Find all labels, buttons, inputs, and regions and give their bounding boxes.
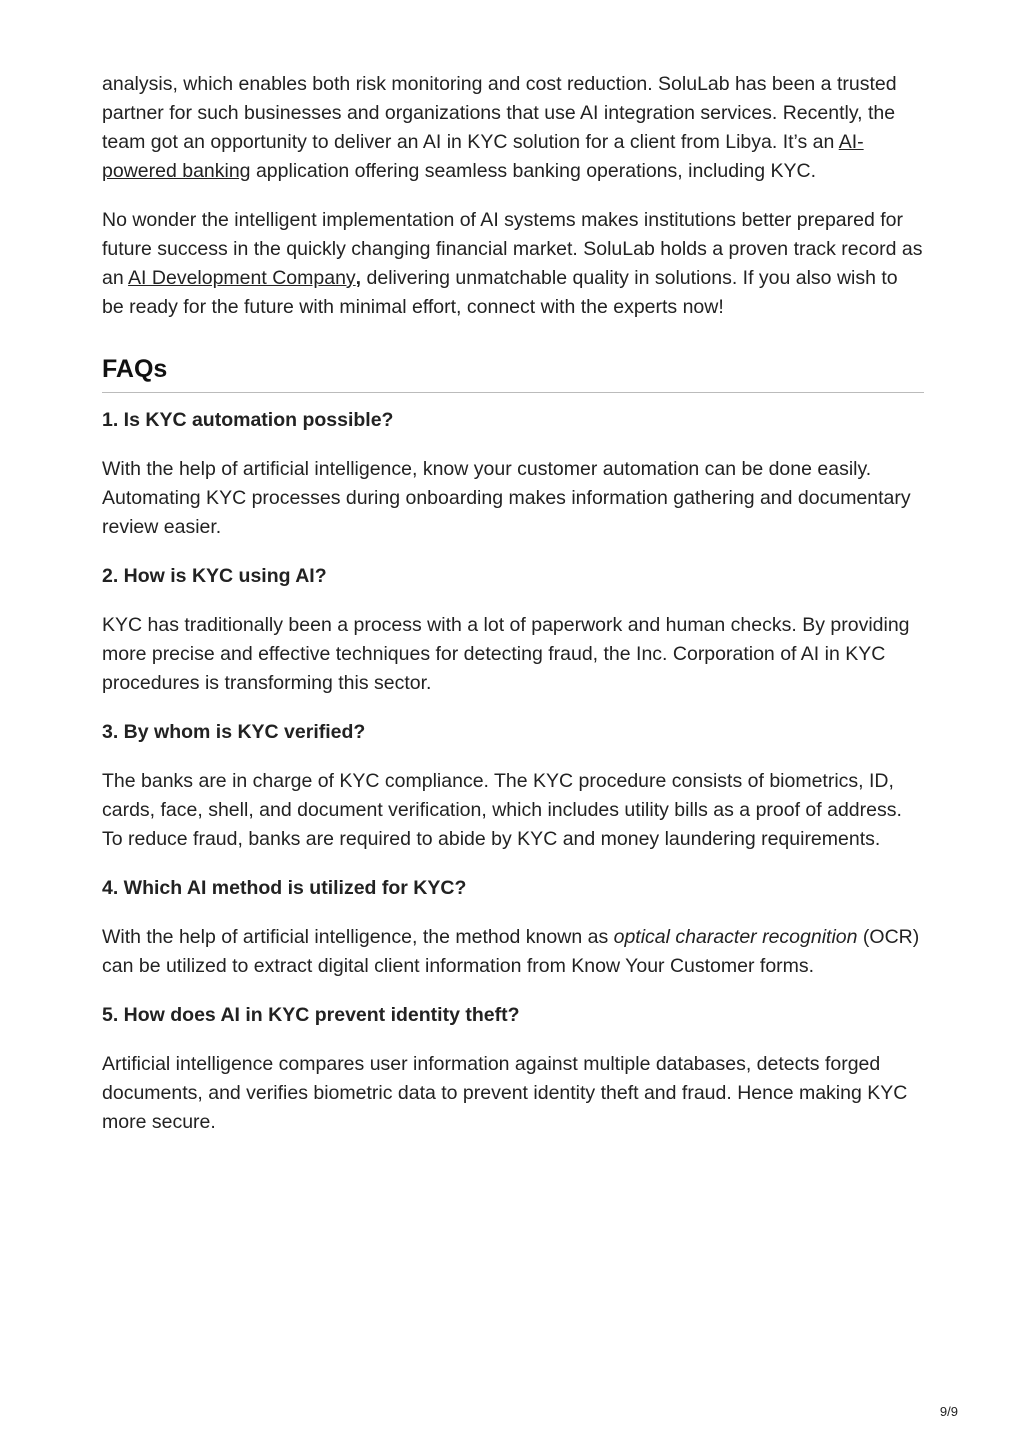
faqs-heading: FAQs bbox=[102, 352, 924, 393]
faq-answer-text-end: (OCR) can be utilized to extract digital client information from Know Your Customer forms. bbox=[102, 926, 920, 977]
intro-paragraph-2 bbox=[102, 206, 924, 322]
page-number: 9/9 bbox=[939, 1404, 958, 1419]
faq-answer: Artificial intelligence compares user information against multiple databases, detects forged documents, and verifies biometric data to prevent identity theft and fraud. Hence making KYC more secure. bbox=[102, 1053, 908, 1133]
faq-item-1 bbox=[102, 406, 924, 542]
intro-paragraph-1 bbox=[102, 70, 924, 186]
faq-question: 2. How is KYC using AI? bbox=[102, 565, 327, 587]
faq-item-3 bbox=[102, 718, 924, 854]
ai-powered-banking-link[interactable]: AI-powered banking bbox=[102, 131, 864, 182]
intro-paragraph-1-text-end: application offering seamless banking operations, including KYC. bbox=[250, 160, 817, 182]
faq-item-5 bbox=[102, 1001, 924, 1137]
faq-answer bbox=[102, 923, 924, 981]
faq-question: 5. How does AI in KYC prevent identity theft? bbox=[102, 1004, 520, 1026]
faq-question: 1. Is KYC automation possible? bbox=[102, 409, 394, 431]
faq-answer: With the help of artificial intelligence, know your customer automation can be done easily. Automating KYC processes during onboarding makes information gathering and documentary review easier. bbox=[102, 458, 911, 538]
intro-paragraph-2-text-end: delivering unmatchable quality in solutions. If you also wish to be ready for the future with minimal effort, connect with the experts now! bbox=[102, 267, 898, 318]
faq-item-4 bbox=[102, 874, 924, 981]
faq-answer-text-start: With the help of artificial intelligence, the method known as bbox=[102, 926, 614, 948]
faq-answer: KYC has traditionally been a process with a lot of paperwork and human checks. By providing more precise and effective techniques for detecting fraud, the Inc. Corporation of AI in KYC procedures is transforming this sector. bbox=[102, 614, 910, 694]
ocr-term: optical character recognition bbox=[613, 926, 858, 948]
faq-item-2 bbox=[102, 562, 924, 698]
faq-question: 4. Which AI method is utilized for KYC? bbox=[102, 877, 467, 899]
intro-paragraph-1-text-start: analysis, which enables both risk monitoring and cost reduction. SoluLab has been a trusted partner for such businesses and organizations that use AI integration services. Recently, the team got an opportunity to deliver an AI in KYC solution for a client from Libya. It’s an bbox=[102, 73, 897, 153]
faq-question: 3. By whom is KYC verified? bbox=[102, 721, 366, 743]
intro-paragraph-2-text-start: No wonder the intelligent implementation of AI systems makes institutions better prepared for future success in the quickly changing financial market. SoluLab holds a proven track record as an bbox=[102, 209, 923, 289]
faq-answer: The banks are in charge of KYC compliance. The KYC procedure consists of biometrics, ID, cards, face, shell, and document verification, which includes utility bills as a proof of address. To reduce fraud, banks are required to abide by KYC and money laundering requirements. bbox=[102, 770, 902, 850]
bold-comma: , bbox=[355, 267, 362, 289]
ai-development-company-link[interactable]: AI Development Company bbox=[128, 267, 356, 289]
article-content bbox=[102, 70, 924, 1137]
